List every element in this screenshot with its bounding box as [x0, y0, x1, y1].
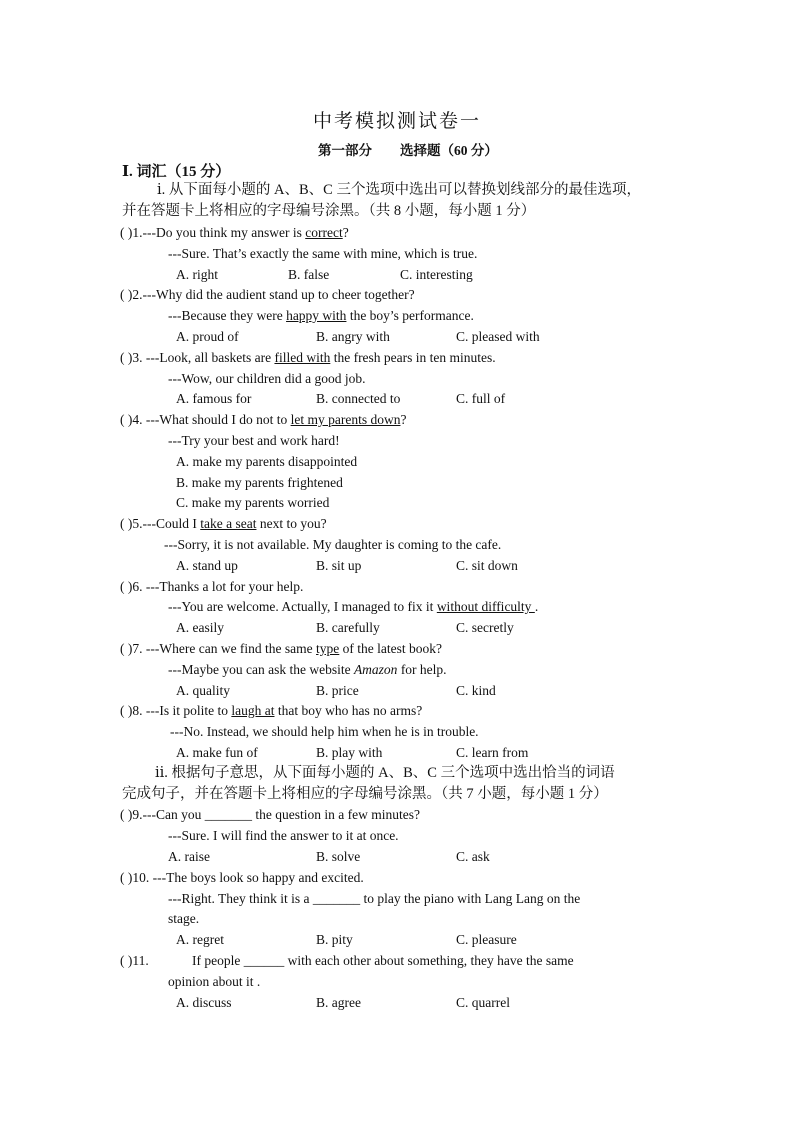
- question-number: 9.: [132, 807, 143, 822]
- question-number: 6.: [132, 579, 143, 594]
- option-a: A. proud of: [176, 329, 239, 344]
- question-11: [120, 952, 149, 970]
- question-text: ---Do you think my answer is: [142, 225, 306, 240]
- option-c: C. full of: [456, 391, 506, 406]
- option-a: A. right: [176, 267, 218, 282]
- option-a: A. make fun of: [176, 745, 258, 760]
- question-10: [120, 869, 364, 887]
- option-b: B. sit up: [316, 558, 362, 573]
- option-c: C. kind: [456, 683, 496, 698]
- answer-blank: ( ): [120, 579, 133, 594]
- underlined-phrase: correct: [305, 225, 343, 240]
- question-number: 2.: [132, 287, 143, 302]
- question-10-response-line-2: stage.: [168, 911, 200, 926]
- underlined-phrase: filled with: [274, 350, 331, 365]
- question-7-response: [168, 661, 447, 679]
- underlined-phrase: laugh at: [231, 703, 275, 718]
- underlined-phrase: let my parents down: [290, 412, 401, 427]
- option-b: B. agree: [316, 995, 361, 1010]
- question-7: [120, 640, 442, 658]
- part-heading: [318, 139, 526, 159]
- answer-blank: ( ): [120, 412, 133, 427]
- response-text: ---Because they were: [168, 308, 287, 323]
- question-8: [120, 702, 422, 720]
- response-text-end: for help.: [397, 662, 447, 677]
- website-name: Amazon: [353, 662, 398, 677]
- option-b: B. angry with: [316, 329, 390, 344]
- question-5-response: ---Sorry, it is not available. My daughter is coming to the cafe.: [164, 537, 502, 552]
- question-text-end: the fresh pears in ten minutes.: [330, 350, 496, 365]
- answer-blank: ( ): [120, 225, 133, 240]
- response-text: ---Maybe you can ask the website: [168, 662, 354, 677]
- option-a: A. easily: [176, 620, 224, 635]
- answer-blank: ( ): [120, 350, 133, 365]
- option-b: B. pity: [316, 932, 353, 947]
- question-number: 1.: [132, 225, 143, 240]
- option-c: C. secretly: [456, 620, 514, 635]
- option-a: A. discuss: [176, 995, 232, 1010]
- exam-title: 中考模拟测试卷一: [312, 111, 481, 132]
- part-label: 第一部分: [318, 143, 372, 158]
- section-heading: Ⅰ. 词汇（15 分）: [122, 164, 231, 180]
- question-text: ---What should I do not to: [142, 412, 291, 427]
- question-1-response: ---Sure. That’s exactly the same with mine, which is true.: [168, 246, 478, 261]
- question-6-response: [168, 598, 538, 616]
- question-4-option-a: A. make my parents disappointed: [176, 454, 358, 469]
- question-text: ---Why did the audient stand up to cheer together?: [142, 287, 415, 302]
- question-9-response: ---Sure. I will find the answer to it at once.: [168, 828, 399, 843]
- question-text: ---Can you _______ the question in a few minutes?: [142, 807, 420, 822]
- response-text-end: the boy’s performance.: [346, 308, 474, 323]
- question-6: [120, 578, 303, 596]
- question-text-end: of the latest book?: [339, 641, 443, 656]
- question-text: ---Could I: [142, 516, 201, 531]
- question-number: 10.: [132, 870, 150, 885]
- question-number: 8.: [132, 703, 143, 718]
- question-4: [120, 411, 406, 429]
- question-number: 11.: [132, 953, 149, 968]
- question-2: [120, 286, 415, 304]
- option-a: A. stand up: [176, 558, 238, 573]
- question-2-response: [168, 307, 474, 325]
- underlined-phrase: type: [316, 641, 340, 656]
- question-4-response: ---Try your best and work hard!: [168, 433, 340, 448]
- question-10-response-line-1: ---Right. They think it is a _______ to play the piano with Lang Lang on the: [168, 891, 581, 906]
- option-c: C. ask: [456, 849, 490, 864]
- option-b: B. play with: [316, 745, 383, 760]
- option-c: C. sit down: [456, 558, 518, 573]
- response-text-end: .: [534, 599, 539, 614]
- answer-blank: ( ): [120, 641, 133, 656]
- question-text-end: that boy who has no arms?: [274, 703, 423, 718]
- instruction-2-line-2: 完成句子，并在答题卡上将相应的字母编号涂黑。（共 7 小题，每小题 1 分）: [122, 786, 608, 802]
- question-5: [120, 515, 327, 533]
- question-3-response: ---Wow, our children did a good job.: [168, 371, 366, 386]
- option-c: C. pleasure: [456, 932, 517, 947]
- option-c: C. pleased with: [456, 329, 540, 344]
- question-9: [120, 806, 420, 824]
- question-4-option-b: B. make my parents frightened: [176, 475, 343, 490]
- question-3: [120, 349, 496, 367]
- question-text-end: ?: [400, 412, 407, 427]
- question-text: ---Thanks a lot for your help.: [142, 579, 304, 594]
- question-text: ---Where can we find the same: [142, 641, 317, 656]
- question-number: 5.: [132, 516, 143, 531]
- option-b: B. solve: [316, 849, 361, 864]
- instruction-2-line-1: ⅱ. 根据句子意思，从下面每小题的 A、B、C 三个选项中选出恰当的词语: [155, 765, 615, 781]
- question-11-text-line-2: opinion about it .: [168, 974, 261, 989]
- option-a: A. regret: [176, 932, 224, 947]
- part-name: 选择题（60 分）: [400, 143, 498, 158]
- underlined-phrase: take a seat: [200, 516, 257, 531]
- question-4-option-c: C. make my parents worried: [176, 495, 330, 510]
- response-text: ---You are welcome. Actually, I managed to fix it: [168, 599, 437, 614]
- option-b: B. price: [316, 683, 359, 698]
- answer-blank: ( ): [120, 516, 133, 531]
- question-text: ---Look, all baskets are: [142, 350, 275, 365]
- answer-blank: ( ): [120, 287, 133, 302]
- question-text-end: next to you?: [256, 516, 327, 531]
- question-text-end: ?: [342, 225, 349, 240]
- answer-blank: ( ): [120, 953, 133, 968]
- instruction-1-line-2: 并在答题卡上将相应的字母编号涂黑。（共 8 小题，每小题 1 分）: [122, 203, 536, 219]
- option-c: C. quarrel: [456, 995, 510, 1010]
- option-a: A. quality: [176, 683, 230, 698]
- question-number: 3.: [132, 350, 143, 365]
- question-number: 7.: [132, 641, 143, 656]
- question-number: 4.: [132, 412, 143, 427]
- option-c: C. interesting: [400, 267, 473, 282]
- option-c: C. learn from: [456, 745, 529, 760]
- question-text: ---Is it polite to: [142, 703, 232, 718]
- option-a: A. raise: [168, 849, 210, 864]
- question-8-response: ---No. Instead, we should help him when he is in trouble.: [170, 724, 479, 739]
- option-a: A. famous for: [176, 391, 252, 406]
- question-11-text-line-1: If people ______ with each other about something, they have the same: [192, 953, 574, 968]
- option-b: B. connected to: [316, 391, 401, 406]
- underlined-phrase: without difficulty: [436, 599, 535, 614]
- answer-blank: ( ): [120, 703, 133, 718]
- answer-blank: ( ): [120, 807, 133, 822]
- question-text: ---The boys look so happy and excited.: [149, 870, 364, 885]
- underlined-phrase: happy with: [286, 308, 347, 323]
- option-b: B. false: [288, 267, 330, 282]
- option-b: B. carefully: [316, 620, 380, 635]
- question-1: [120, 224, 349, 242]
- answer-blank: ( ): [120, 870, 133, 885]
- instruction-1-line-1: ⅰ. 从下面每小题的 A、B、C 三个选项中选出可以替换划线部分的最佳选项，: [157, 182, 641, 198]
